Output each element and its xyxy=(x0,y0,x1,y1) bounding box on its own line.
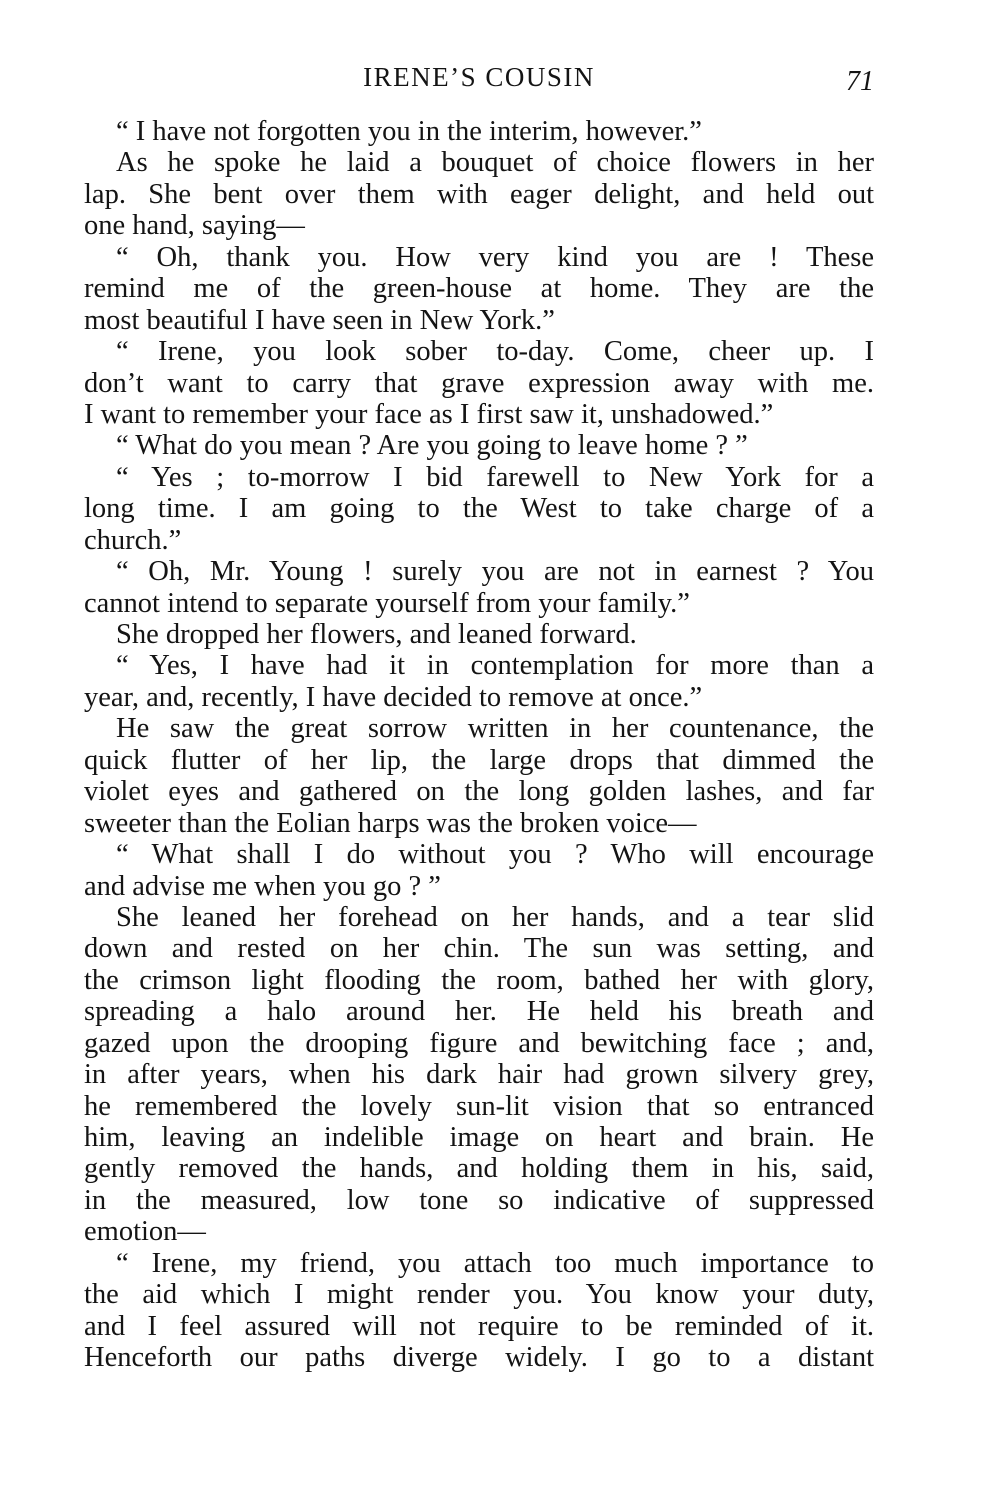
text-line: in the measured, low tone so indicative of suppressed xyxy=(84,1184,874,1216)
text-line: “ I have not forgotten you in the interim, however.” xyxy=(116,116,702,147)
text-line: He saw the great sorrow written in her countenance, the xyxy=(116,713,874,745)
text-line: and advise me when you go ? ” xyxy=(84,870,441,902)
text-line: in after years, when his dark hair had grown silvery grey, xyxy=(84,1059,874,1091)
text-line: “ Yes, I have had it in contemplation for more than a xyxy=(116,650,874,682)
text-line: spreading a halo around her. He held his breath and xyxy=(84,996,874,1028)
text-line: one hand, saying— xyxy=(84,210,305,242)
text-line: long time. I am going to the West to take charge of a xyxy=(84,493,874,525)
text-line: I want to remember your face as I first saw it, unshadowed.” xyxy=(84,398,774,430)
text-line: “ What shall I do without you ? Who will encourage xyxy=(116,839,874,871)
text-line: don’t want to carry that grave expression away with me. xyxy=(84,367,874,399)
text-line: church.” xyxy=(84,524,182,556)
text-line: lap. She bent over them with eager delight, and held out xyxy=(84,178,874,210)
text-line: remind me of the green-house at home. They are the xyxy=(84,273,874,305)
text-line: sweeter than the Eolian harps was the broken voice— xyxy=(84,807,697,839)
running-title: IRENE’S COUSIN xyxy=(363,62,595,92)
text-line: “ Yes ; to-morrow I bid farewell to New York for a xyxy=(116,461,874,493)
text-line: most beautiful I have seen in New York.” xyxy=(84,304,555,336)
text-line: “ What do you mean ? Are you going to leave home ? ” xyxy=(116,430,748,462)
text-line: year, and, recently, I have decided to remove at once.” xyxy=(84,681,703,713)
text-line: and I feel assured will not require to be reminded of it. xyxy=(84,1310,874,1342)
text-line: She leaned her forehead on her hands, and a tear slid xyxy=(116,901,874,933)
text-line: She dropped her flowers, and leaned forward. xyxy=(116,619,637,650)
text-line: Henceforth our paths diverge widely. I go to a distant xyxy=(84,1342,874,1374)
text-line: the aid which I might render you. You know your duty, xyxy=(84,1279,874,1311)
text-line: “ Irene, my friend, you attach too much importance to xyxy=(116,1247,874,1279)
text-line: gently removed the hands, and holding them in his, said, xyxy=(84,1153,874,1185)
text-line: quick flutter of her lip, the large drops that dimmed the xyxy=(84,744,874,776)
text-line: “ Irene, you look sober to-day. Come, cheer up. I xyxy=(116,336,874,368)
text-line: violet eyes and gathered on the long golden lashes, and far xyxy=(84,776,874,808)
text-line: “ Oh, thank you. How very kind you are ! These xyxy=(116,241,874,273)
text-line: down and rested on her chin. The sun was setting, and xyxy=(84,933,874,965)
text-line: emotion— xyxy=(84,1216,206,1248)
running-head xyxy=(84,62,874,102)
body-text xyxy=(84,116,874,1374)
page-number: 71 xyxy=(846,66,874,97)
text-line: cannot intend to separate yourself from your family.” xyxy=(84,587,690,619)
text-line: As he spoke he laid a bouquet of choice flowers in her xyxy=(116,147,874,179)
text-line: “ Oh, Mr. Young ! surely you are not in earnest ? You xyxy=(116,556,874,588)
text-line: he remembered the lovely sun-lit vision that so entranced xyxy=(84,1090,874,1122)
text-line: the crimson light flooding the room, bathed her with glory, xyxy=(84,964,874,996)
text-line: him, leaving an indelible image on heart and brain. He xyxy=(84,1122,874,1153)
text-line: gazed upon the drooping figure and bewitching face ; and, xyxy=(84,1027,874,1059)
